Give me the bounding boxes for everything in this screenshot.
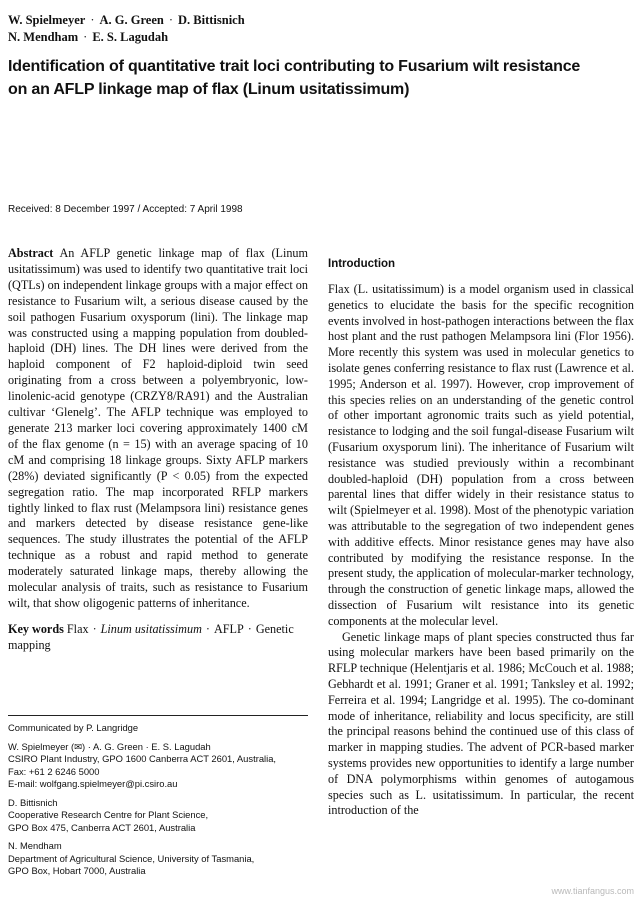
keyword: Flax — [66, 621, 89, 636]
author-separator: · — [168, 13, 173, 27]
title-line-2: on an AFLP linkage map of flax (Linum usitatissimum) — [8, 81, 410, 98]
author-name: D. Bittisnich — [178, 13, 245, 27]
affiliation-line: Cooperative Research Centre for Plant Science, — [8, 809, 209, 820]
affiliation-block-1 — [8, 741, 308, 791]
abstract-text: An AFLP genetic linkage map of flax (Linum usitatissimum) was used to identify two quantitative trait loci (QTLs) on independent linkage groups with a major effect on resistance to Fusarium wilt, a serious disease caused by the soil pathogen Fusarium oxysporum (lini). The linkage map was constructed using a mapping population from doubled-haploid (DH) lines. The DH lines were derived from the haploid component of F2 haploid-diploid twin seed originating from a cross between a polyembryonic, low-linolenic-acid genotype (CRZY8/RA91) and the Australian cultivar ‘Glenelg’. The AFLP technique was employed to generate 213 marker loci covering approximately 1400 cM of the flax genome (n = 15) with an average spacing of 10 cM and comprising 18 linkage groups. Sixty AFLP markers (28%) deviated significantly (P < 0.05) from the expected segregation ratio. The map incorporated RFLP markers tightly linked to flax rust (Melampsora lini) resistance genes and markers detected by disease resistance gene-like sequences. The study illustrates the potential of the AFLP technique as a robust and rapid method to generate moderately saturated linkage maps, thereby allowing the molecular analysis of traits, such as resistance to Fusarium wilt, that show oligogenic patterns of inheritance. — [8, 246, 309, 610]
affiliation-block-2 — [8, 797, 308, 835]
abstract-label: Abstract — [8, 246, 54, 260]
affiliation-line: CSIRO Plant Industry, GPO 1600 Canberra ACT 2601, Australia, — [8, 753, 277, 764]
affiliation-line: GPO Box 475, Canberra ACT 2601, Australia — [8, 821, 196, 833]
introduction-section — [328, 258, 634, 819]
author-name: E. S. Lagudah — [92, 30, 169, 44]
keywords — [8, 621, 308, 653]
introduction-heading: Introduction — [328, 258, 396, 270]
author-separator: · — [90, 13, 95, 27]
keyword-separator: · — [247, 621, 252, 636]
affiliation-block-3 — [8, 840, 308, 878]
affiliations — [8, 715, 308, 884]
communicated-by: Communicated by P. Langridge — [8, 722, 139, 733]
keyword: Genetic mapping — [8, 621, 294, 652]
affiliation-line: GPO Box, Hobart 7000, Australia — [8, 865, 146, 876]
keyword: AFLP — [213, 621, 244, 636]
received-dates: Received: 8 December 1997 / Accepted: 7 April 1998 — [8, 204, 243, 215]
affiliation-line: W. Spielmeyer (✉) · A. G. Green · E. S. Lagudah — [8, 740, 211, 752]
title-line-1: Identification of quantitative trait loci contributing to Fusarium wilt resistance — [8, 58, 581, 75]
keyword-separator: · — [92, 621, 97, 636]
author-separator: · — [83, 30, 88, 44]
author-list — [8, 12, 628, 46]
author-line-2 — [8, 29, 628, 46]
keyword-separator: · — [205, 621, 210, 636]
affiliation-line: Fax: +61 2 6246 5000 — [8, 765, 100, 777]
left-column — [8, 246, 308, 653]
author-name: N. Mendham — [8, 30, 79, 44]
introduction-paragraph-1: Flax (L. usitatissimum) is a model organism used in classical genetics to elucidate the basis for the specific recognition events involved in host-pathogen interactions between the flax host plant and the rust pathogen Melampsora lini (Flor 1956). More recently this system was used in molecular genetics to isolate genes conferring resistance to flax rust (Lawrence et al. 1995; Anderson et al. 1997). However, crop improvement of this species relies on an understanding of the genetic control of other important agronomic traits such as yield potential, resistance to lodging and the soil fungal-disease Fusarium wilt (Fusarium oxysporum lini). The inheritance of Fusarium wilt resistance was studied previously within a recombinant doubled-haploid (DH) population from a cross between parental lines that differ widely in their resistance status to wilt (Spielmeyer et al. 1998). Most of the phenotypic variation was attributable to the segregation of two independent genes with additive effects. Minor resistance genes may have also contributed by modifying the resistance response. In the present study, the application of molecular-marker technology, through the construction of genetic linkage maps, allowed the dissection of Fusarium wilt resistance into its genetic components at the molecular level. — [328, 282, 634, 628]
watermark: www.tianfangus.com — [551, 886, 634, 896]
introduction-paragraph-2: Genetic linkage maps of plant species constructed thus far using molecular markers have been based primarily on the RFLP technique (Helentjaris et al. 1986; McCouch et al. 1988; Gebhardt et al. 1991; Graner et al. 1991; Tanksley et al. 1992; Ferreira et al. 1994; Langridge et al. 1995). The co-dominant mode of inheritance, reliability and locus specificity, are still the principal reasons behind the continued use of this class of marker in mapping studies. The advent of PCR-based marker systems provides new opportunities to identify a large number of DNA polymorphisms within genomes of autogamous species such as L. usitatissimum. In particular, the recent introduction of the — [328, 629, 634, 818]
email-line: E-mail: wolfgang.spielmeyer@pi.csiro.au — [8, 778, 178, 789]
author-line-1 — [8, 12, 628, 29]
paper-title — [8, 55, 633, 101]
author-name: A. G. Green — [99, 13, 164, 27]
affiliation-line: N. Mendham — [8, 840, 62, 851]
keywords-label: Key words — [8, 621, 64, 636]
affiliation-line: Department of Agricultural Science, University of Tasmania, — [8, 852, 255, 864]
abstract — [8, 246, 308, 612]
keyword: Linum usitatissimum — [100, 621, 202, 636]
affiliation-line: D. Bittisnich — [8, 796, 58, 808]
author-name: W. Spielmeyer — [8, 13, 86, 27]
